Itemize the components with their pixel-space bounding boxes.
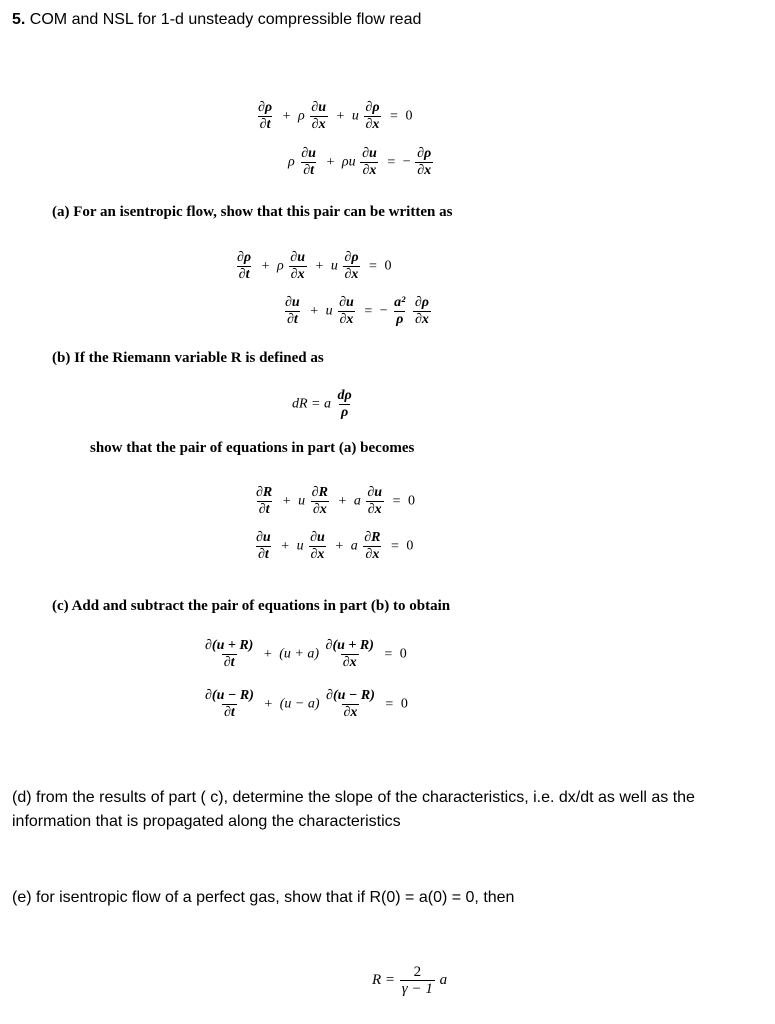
denominator: ∂x <box>344 267 359 282</box>
symbol: (u − a) <box>279 696 320 712</box>
fraction <box>310 485 330 518</box>
numerator: ∂ρ <box>344 250 359 265</box>
numerator: ∂ρ <box>417 146 432 161</box>
symbol: a <box>350 538 358 554</box>
equation-c1 <box>202 638 407 671</box>
equation-b1 <box>253 485 415 518</box>
fraction <box>283 295 302 328</box>
symbol: ρ <box>288 154 295 170</box>
denominator: ∂t <box>238 267 250 282</box>
numerator: ∂u <box>311 100 326 115</box>
denominator: ∂x <box>311 117 326 132</box>
symbol: ρ <box>298 108 305 124</box>
denominator: ∂x <box>365 547 380 562</box>
fraction <box>336 388 354 421</box>
operator: = <box>387 154 396 170</box>
operator: + <box>263 646 272 662</box>
symbol: u <box>298 493 306 509</box>
operator: − <box>402 154 411 170</box>
denominator: ρ <box>396 312 404 327</box>
operator: + <box>282 493 291 509</box>
numerator: ∂(u − R) <box>326 688 375 703</box>
fraction <box>337 295 356 328</box>
symbol: 0 <box>405 108 413 124</box>
fraction <box>299 146 318 179</box>
part-b-show-text: show that the pair of equations in part (a) becomes <box>90 440 415 456</box>
equation-a2 <box>282 295 432 328</box>
fraction <box>342 250 360 283</box>
equation-c2 <box>202 688 408 721</box>
part-c-label: (c) Add and subtract the pair of equations in part (b) to obtain <box>52 598 451 614</box>
denominator: ∂x <box>290 267 305 282</box>
numerator: a² <box>394 295 406 310</box>
denominator: ∂x <box>342 655 357 670</box>
fraction <box>308 530 327 563</box>
equation-momentum <box>288 146 434 179</box>
operator: = <box>369 258 377 274</box>
equation-b2 <box>253 530 413 563</box>
numerator: ∂u <box>285 295 300 310</box>
symbol: u <box>330 258 338 274</box>
denominator: ∂t <box>286 312 298 327</box>
denominator: ∂x <box>312 502 327 517</box>
fraction <box>392 295 407 328</box>
fraction <box>235 250 253 283</box>
problem-title-text: COM and NSL for 1-d unsteady compressible flow read <box>25 11 422 28</box>
operator: = <box>384 646 393 662</box>
denominator: ∂t <box>257 547 269 562</box>
operator: + <box>264 696 273 712</box>
symbol: 0 <box>400 696 408 712</box>
fraction <box>203 688 256 721</box>
equation-continuity <box>255 100 412 133</box>
operator: = <box>364 303 373 319</box>
denominator: ∂t <box>224 705 235 720</box>
equation-a1 <box>234 250 391 283</box>
operator: = <box>385 696 394 712</box>
denominator: ∂x <box>362 163 377 178</box>
fraction <box>365 485 384 518</box>
denominator: γ − 1 <box>401 981 433 997</box>
denominator: ∂t <box>223 655 235 670</box>
symbol: (u + a) <box>279 646 320 662</box>
denominator: ρ <box>341 405 349 420</box>
fraction <box>415 146 433 179</box>
symbol: R = <box>372 971 396 988</box>
problem-title <box>12 8 421 32</box>
symbol: a <box>439 971 448 988</box>
symbol: dR = a <box>292 396 331 412</box>
fraction <box>362 530 382 563</box>
symbol: u <box>351 108 359 124</box>
symbol: u <box>325 303 333 319</box>
part-b-label: (b) If the Riemann variable R is defined as <box>52 350 324 366</box>
fraction <box>360 146 379 179</box>
fraction <box>288 250 307 283</box>
operator: + <box>335 538 344 554</box>
problem-number: 5. <box>12 11 26 28</box>
fraction <box>256 100 274 133</box>
denominator: ∂x <box>417 163 432 178</box>
fraction <box>203 638 255 671</box>
symbol: a <box>353 493 361 509</box>
denominator: ∂x <box>414 312 429 327</box>
denominator: ∂x <box>339 312 354 327</box>
part-a-label: (a) For an isentropic flow, show that this pair can be written as <box>52 204 453 220</box>
operator: + <box>261 258 270 274</box>
numerator: ∂u <box>290 250 305 265</box>
denominator: ∂x <box>367 502 382 517</box>
symbol: 0 <box>384 258 392 274</box>
operator: + <box>315 258 324 274</box>
numerator: ∂u <box>256 530 271 545</box>
denominator: ∂t <box>258 502 270 517</box>
symbol: u <box>296 538 304 554</box>
symbol: 0 <box>407 493 415 509</box>
operator: + <box>338 493 347 509</box>
numerator: ∂R <box>364 530 381 545</box>
denominator: ∂x <box>343 705 358 720</box>
numerator: ∂ρ <box>258 100 273 115</box>
operator: = <box>391 538 399 554</box>
numerator: ∂ρ <box>365 100 380 115</box>
fraction <box>309 100 328 133</box>
operator: + <box>282 108 291 124</box>
operator: = <box>392 493 401 509</box>
fraction <box>254 530 273 563</box>
denominator: ∂x <box>310 547 325 562</box>
numerator: ∂ρ <box>414 295 429 310</box>
symbol: 0 <box>406 538 414 554</box>
operator: + <box>326 154 335 170</box>
denominator: ∂x <box>365 117 380 132</box>
symbol: 0 <box>399 646 407 662</box>
denominator: ∂t <box>303 163 314 178</box>
numerator: ∂u <box>310 530 325 545</box>
numerator: ∂R <box>256 485 273 500</box>
symbol: ρ <box>277 258 284 274</box>
operator: + <box>281 538 290 554</box>
numerator: ∂R <box>311 485 328 500</box>
numerator: ∂(u + R) <box>325 638 374 653</box>
numerator: ∂ρ <box>237 250 252 265</box>
numerator: dρ <box>337 388 352 403</box>
numerator: ∂(u + R) <box>205 638 254 653</box>
numerator: ∂u <box>339 295 354 310</box>
part-d-label: (d) from the results of part ( c), determine the slope of the characteristics, i.e. dx/dt as well as the information that is propagated along the characteristics <box>12 789 695 830</box>
equation-riemann-def <box>292 388 355 421</box>
operator: − <box>379 303 388 319</box>
fraction <box>324 638 376 671</box>
operator: + <box>310 303 319 319</box>
fraction <box>324 688 377 721</box>
numerator: ∂(u − R) <box>205 688 254 703</box>
numerator: ∂u <box>301 146 316 161</box>
denominator: ∂t <box>259 117 271 132</box>
fraction <box>363 100 381 133</box>
part-e-label: (e) for isentropic flow of a perfect gas, show that if R(0) = a(0) = 0, then <box>12 889 515 906</box>
operator: + <box>336 108 345 124</box>
numerator: 2 <box>413 964 422 980</box>
numerator: ∂u <box>367 485 383 500</box>
numerator: ∂u <box>362 146 377 161</box>
equation-e <box>372 964 447 997</box>
fraction <box>400 964 435 997</box>
operator: = <box>390 108 398 124</box>
fraction <box>413 295 431 328</box>
symbol: ρu <box>341 154 356 170</box>
fraction <box>254 485 274 518</box>
